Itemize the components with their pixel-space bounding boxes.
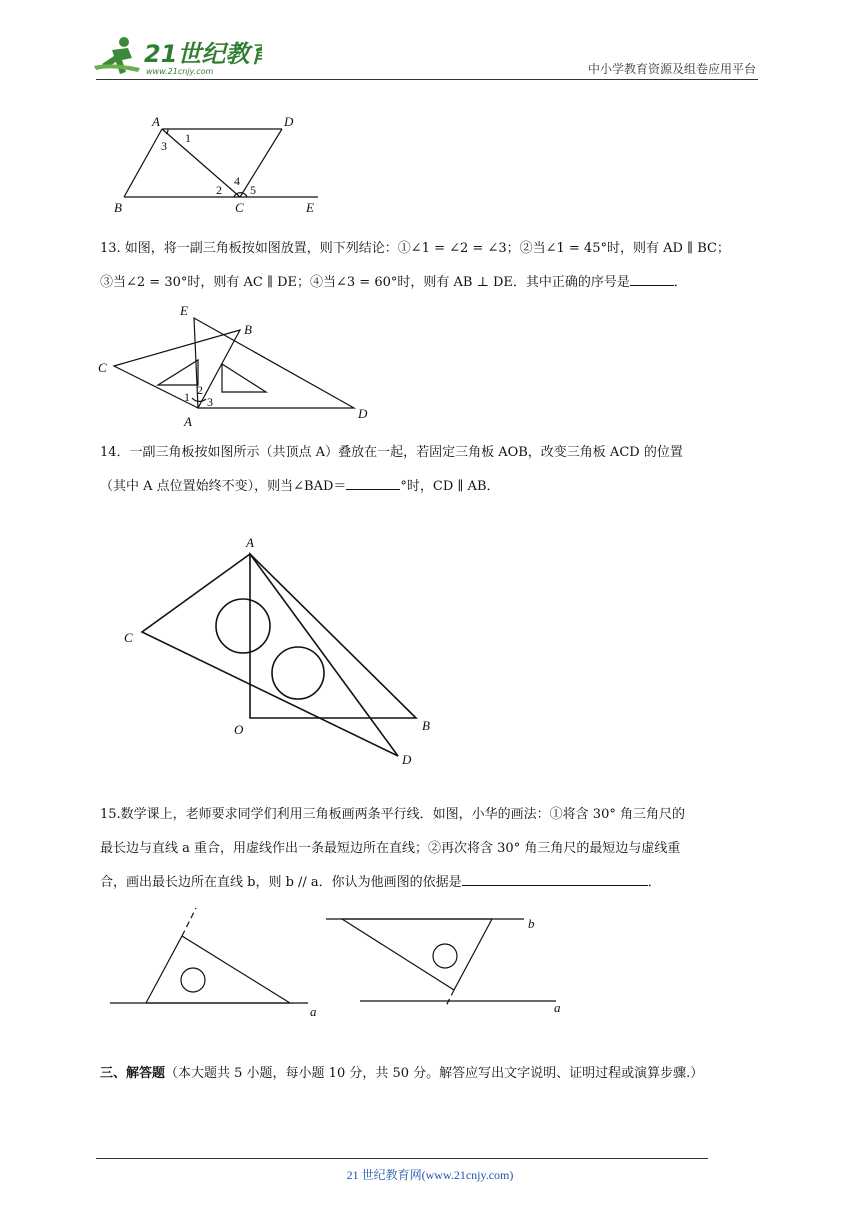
header-divider [96,79,758,80]
point-label: B [114,200,122,215]
point-label: A [184,414,192,429]
point-label: D [358,406,368,421]
point-label: C [98,360,107,375]
answer-blank-13[interactable] [630,271,674,286]
logo-text: 21世纪教育 [144,40,262,68]
point-label: B [244,322,252,337]
answer-blank-15[interactable] [462,871,648,886]
angle-label: 3 [161,139,167,153]
header-platform-text: 中小学教育资源及组卷应用平台 [587,62,756,76]
question-13-line1: 13. 如图，将一副三角板按如图放置，则下列结论：①∠1 = ∠2 = ∠3；②当∠1 = 45°时，则有 AD ∥ BC； [100,241,730,256]
footer-divider [96,1158,708,1159]
angle-label: 4 [234,174,240,188]
point-label: O [234,722,244,737]
point-label: C [235,200,244,215]
figure-q15 [106,904,576,1024]
line-label: a [554,1000,561,1015]
question-15-line1: 15.数学课上，老师要求同学们利用三角板画两条平行线．如图，小华的画法：①将含 30° 角三角尺的 [100,807,685,822]
point-label: C [124,630,133,645]
runner-logo-icon [92,32,262,80]
angle-label: 5 [250,183,256,197]
question-15-line3: 合，画出最长边所在直线 b，则 b // a．你认为他画图的依据是 ． [100,866,765,900]
figure-q13 [94,300,384,430]
point-label: A [152,114,160,129]
angle-label: 3 [207,395,213,409]
line-label: b [528,916,535,931]
point-label: E [306,200,314,215]
angle-label: 1 [185,131,191,145]
section-description: （本大题共 5 小题，每小题 10 分，共 50 分。解答应写出文字说明、证明过程或演算步骤.） [165,1066,704,1081]
line-label: a [310,1004,317,1019]
point-label: B [422,718,430,733]
point-label: D [402,752,412,767]
question-14-line1: 14．一副三角板按如图所示（共顶点 A）叠放在一起，若固定三角板 AOB，改变三角板 ACD 的位置 [100,445,683,460]
figure-q14 [118,530,448,770]
angle-label: 1 [184,390,190,404]
figure-q12 [110,112,340,220]
question-14 [100,436,765,504]
section-title: 三、解答题 [100,1066,166,1081]
section-3-heading [100,1062,770,1081]
point-label: A [246,535,254,550]
angle-label: 2 [197,383,203,397]
logo [92,32,262,80]
point-label: D [284,114,294,129]
answer-blank-14[interactable] [346,475,400,490]
question-15 [100,798,765,900]
logo-url: www.21cnjy.com [146,67,214,76]
question-13-line2: ③当∠2 = 30°时，则有 AC ∥ DE；④当∠3 = 60°时，则有 AB ⊥ DE．其中正确的序号是 ． [100,266,765,300]
question-13 [100,232,765,300]
footer-text[interactable]: 21 世纪教育网(www.21cnjy.com) [346,1168,514,1182]
question-14-line2: （其中 A 点位置始终不变），则当∠BAD＝ °时，CD ∥ AB． [100,470,765,504]
question-15-line2: 最长边与直线 a 重合，用虚线作出一条最短边所在直线；②再次将含 30° 角三角尺的最短边与虚线重 [100,841,681,856]
point-label: E [180,303,188,318]
angle-label: 2 [216,183,222,197]
